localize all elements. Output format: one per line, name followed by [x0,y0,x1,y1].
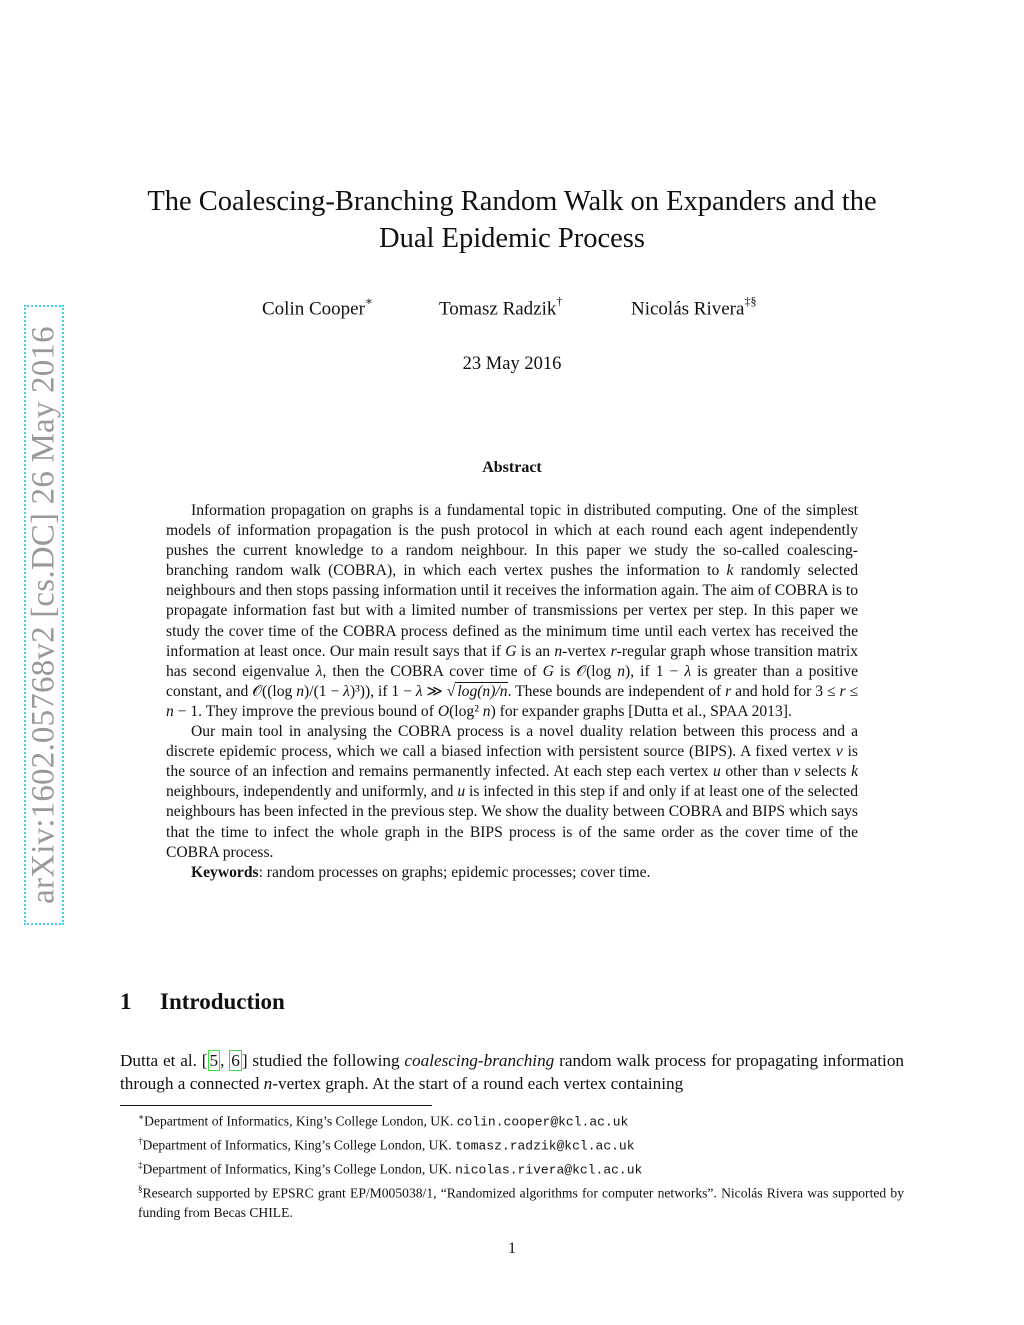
footnote-mark: § [138,1183,143,1194]
abstract-text: Information propagation on graphs is a fundamental topic in distributed computing. One of the simplest models of information propagation is the push protocol in which at each round each agent independently pushes the current knowledge to a random neighbour. In this paper we study the so-called coalescing-branching random walk (COBRA), in which each vertex pushes the information to [166,502,858,580]
abstract-text: )³)), if 1 − [349,682,416,700]
footnotes [120,1108,904,1222]
math-symbol: r [839,682,846,700]
math-symbol: v [793,763,801,781]
math-symbol: log(n)/n [457,682,508,700]
abstract-text: is the source of an infection and remains permanently infected. At each step each vertex [166,743,858,781]
paper-title: The Coalescing-Branching Random Walk on Expanders and the Dual Epidemic Process [147,186,877,254]
paper-date: 23 May 2016 [462,354,562,374]
abstract-text: , then the COBRA cover time of [322,662,543,680]
math-symbol: G [505,642,517,660]
abstract-text: (log² [449,702,483,720]
abstract-text: Our main tool in analysing the COBRA process is a novel duality relation between this process and a discrete epidemic process, which we call a biased infection with persistent source (BIPS). A fixed vertex [166,723,858,761]
footnote-mark: ‡ [138,1159,143,1170]
footnote-mark: † [138,1135,143,1146]
footnote-1 [120,1108,904,1132]
abstract-paragraph-2 [166,722,858,863]
intro-text: , [220,1051,230,1070]
math-symbol: n [482,702,491,720]
keywords-text: : random processes on graphs; epidemic processes; cover time. [258,863,651,881]
abstract-text: ≫ √ [422,682,456,700]
abstract-text: and hold for 3 ≤ [731,682,840,700]
footnote-text: Department of Informatics, King’s College London, UK. [144,1113,457,1129]
intro-emphasis: coalescing-branching [404,1051,555,1070]
abstract-text: − 1. They improve the previous bound of [173,702,438,720]
math-symbol: n [296,682,305,700]
math-symbol: λ [315,662,323,680]
intro-math: n [263,1073,273,1093]
citation-link[interactable]: 5 [209,1051,219,1070]
abstract-text: is an [516,642,555,660]
abstract-text: ≤ [845,682,858,700]
intro-paragraph [120,1050,904,1095]
intro-text: random walk process for propagating information through a connected [120,1051,905,1093]
math-symbol: n [166,702,174,720]
math-symbol: λ [684,662,692,680]
intro-text: ] studied the following [241,1051,405,1070]
author-3 [631,296,756,320]
abstract-heading: Abstract [482,459,542,476]
abstract-text: ), if 1 − [625,662,685,680]
author-name: Tomasz Radzik [439,298,557,320]
footnote-email[interactable]: tomasz.radzik@kcl.ac.uk [455,1138,635,1154]
citation-link[interactable]: 6 [231,1051,240,1070]
footnote-4 [120,1180,904,1222]
footnote-2 [120,1132,904,1156]
math-symbol: r [610,642,617,660]
abstract-text: . These bounds are independent of [507,682,726,700]
abstract-body [166,501,858,883]
abstract-text: ) for expander graphs [Dutta et al., SPAA 2013]. [490,702,792,720]
math-symbol: r [725,682,732,700]
section-number: 1 [120,989,132,1014]
abstract-text: -vertex [562,642,611,660]
math-symbol: λ [415,682,423,700]
footnote-text: Research supported by EPSRC grant EP/M005038/1, “Randomized algorithms for computer networks”. Nicolás Rivera was supported by funding from Becas CHILE. [138,1185,904,1220]
abstract-text: is greater than a positive constant, and 𝒪((log [166,662,859,700]
keywords-label: Keywords [191,863,259,881]
abstract-text: )/(1 − [304,682,344,700]
abstract-text: randomly selected neighbours and then stops passing information until it receives the information again. The aim of COBRA is to propagate information fast but with a limited number of transmissions per vertex per step. In this paper we study the cover time of the COBRA process defined as the minimum time until each vertex has received the information at least once. Our main result says that if [166,562,858,660]
author-2 [439,296,562,320]
section-title: Introduction [160,989,285,1014]
footnote-text: Department of Informatics, King’s College London, UK. [142,1161,456,1177]
abstract-text: other than [720,763,794,781]
math-symbol: O [437,702,450,720]
footnote-3 [120,1156,904,1180]
keywords-line [166,863,858,883]
author-name: Nicolás Rivera [631,298,745,320]
section-heading [120,989,285,1015]
math-symbol: G [542,662,554,680]
math-symbol: u [712,763,721,781]
math-symbol: v [835,743,843,761]
abstract-paragraph-1 [166,501,858,722]
author-1 [262,296,373,320]
math-symbol: u [457,783,466,801]
footnote-email[interactable]: nicolas.rivera@kcl.ac.uk [455,1162,643,1178]
abstract-text: neighbours, independently and uniformly, and [166,783,458,801]
footnote-mark: ∗ [138,1112,145,1122]
footnote-rule [120,1105,432,1106]
intro-text: Dutta et al. [ [120,1051,208,1070]
abstract-text: is 𝒪(log [553,662,618,680]
arxiv-identifier[interactable]: arXiv:1602.05768v2 [cs.DC] 26 May 2016 [25,326,62,904]
math-symbol: k [851,763,858,781]
abstract-text: selects [800,763,852,781]
abstract-text: is infected in this step if and only if at least one of the selected neighbours has been infected in the previous step. We show the duality between COBRA and BIPS which says that the time to infect the whole graph in the BIPS process is of the same order as the cover time of the COBRA process. [166,783,858,861]
author-mark: † [556,294,563,308]
author-mark: ‡§ [744,294,757,308]
arxiv-stamp[interactable] [24,305,64,925]
math-symbol: n [617,662,626,680]
math-symbol: λ [343,682,350,700]
author-mark: ∗ [364,294,374,308]
footnote-email[interactable]: colin.cooper@kcl.ac.uk [456,1114,629,1130]
intro-text: -vertex graph. At the start of a round each vertex containing [272,1073,684,1093]
page-number: 1 [508,1240,516,1257]
math-symbol: n [554,642,563,660]
math-symbol: k [726,562,734,580]
author-name: Colin Cooper [262,298,365,320]
footnote-text: Department of Informatics, King’s College London, UK. [142,1137,456,1153]
abstract-text: -regular graph whose transition matrix has second eigenvalue [166,642,858,680]
